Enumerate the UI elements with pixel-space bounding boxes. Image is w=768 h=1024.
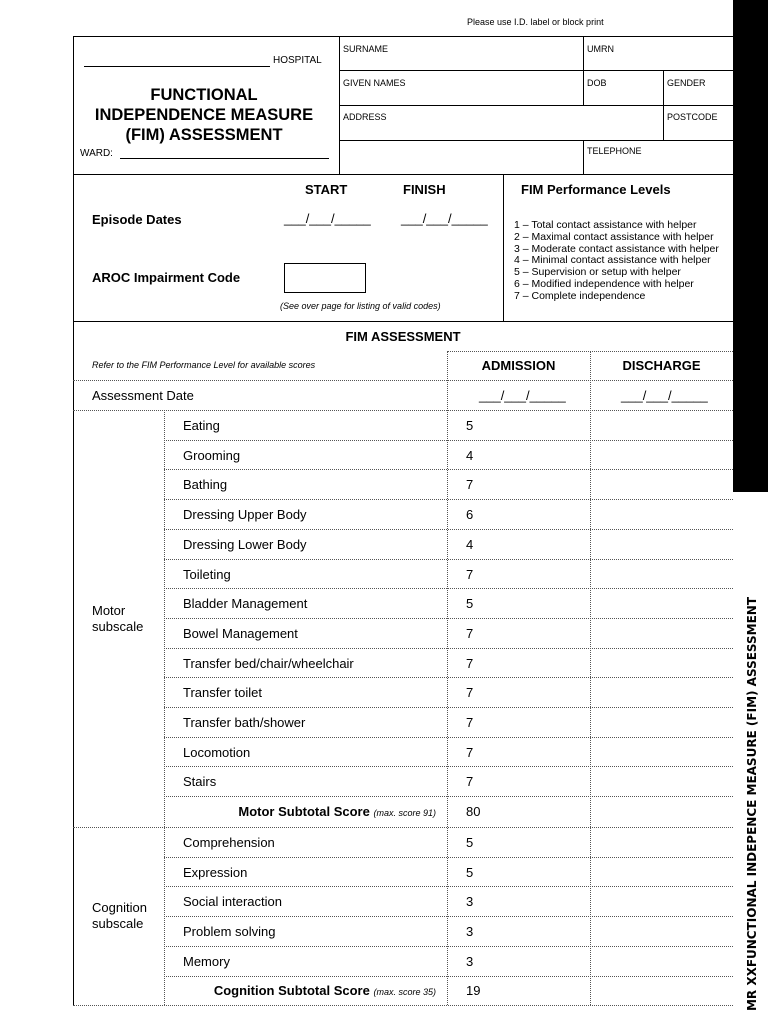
motor-admission-score[interactable]: 7 xyxy=(466,774,474,790)
motor-admission-score[interactable]: 7 xyxy=(466,566,474,582)
level-5: 5 – Supervision or setup with helper xyxy=(514,266,681,279)
admission-header: ADMISSION xyxy=(481,358,556,373)
discharge-header: DISCHARGE xyxy=(622,358,701,373)
motor-subscale-line-1: Motor xyxy=(92,603,126,618)
dob-field[interactable]: DOB xyxy=(587,78,607,88)
discharge-assessment-date[interactable]: ___/___/_____ xyxy=(621,388,708,403)
address-field[interactable]: ADDRESS xyxy=(343,112,387,122)
surname-field[interactable]: SURNAME xyxy=(343,44,389,54)
print-note: Please use I.D. label or block print xyxy=(467,17,604,27)
motor-admission-score[interactable]: 4 xyxy=(466,536,474,552)
start-header: START xyxy=(305,182,348,197)
motor-item-name: Transfer bath/shower xyxy=(183,715,306,730)
motor-admission-score[interactable]: 5 xyxy=(466,596,474,612)
cognition-subtotal-text: Cognition Subtotal Score xyxy=(213,983,370,998)
form-title-line-3: (FIM) ASSESSMENT xyxy=(125,126,283,144)
aroc-code-input[interactable] xyxy=(284,263,366,293)
refer-note: Refer to the FIM Performance Level for available scores xyxy=(92,360,316,370)
motor-subtotal-admission[interactable]: 80 xyxy=(466,804,481,819)
cognition-item-name: Problem solving xyxy=(183,924,276,940)
cognition-item-name: Expression xyxy=(183,864,248,880)
level-6: 6 – Modified independence with helper xyxy=(514,277,694,290)
assessment-date-label: Assessment Date xyxy=(92,388,194,403)
motor-admission-score[interactable]: 7 xyxy=(466,477,474,493)
motor-admission-score[interactable]: 4 xyxy=(466,447,474,463)
gender-field[interactable]: GENDER xyxy=(667,78,706,88)
motor-item-name: Bowel Management xyxy=(183,625,298,641)
cognition-admission-score[interactable]: 3 xyxy=(466,953,474,969)
vertical-form-title xyxy=(738,596,766,1012)
motor-admission-score[interactable]: 5 xyxy=(466,418,474,433)
motor-admission-score[interactable]: 6 xyxy=(466,507,474,523)
motor-admission-score[interactable]: 7 xyxy=(466,715,474,730)
form-title xyxy=(74,85,334,145)
umrn-field[interactable]: UMRN xyxy=(587,44,614,54)
motor-item-name: Eating xyxy=(183,418,220,433)
cognition-admission-score[interactable]: 5 xyxy=(466,835,474,850)
motor-subtotal-label xyxy=(238,804,436,819)
level-1: 1 – Total contact assistance with helper xyxy=(514,219,697,231)
level-3: 3 – Moderate contact assistance with helper xyxy=(514,242,719,255)
cognition-subscale-label xyxy=(92,900,147,932)
cognition-admission-score[interactable]: 3 xyxy=(466,894,474,910)
vertical-form-title-text: MR XXFUNCTIONAL INDEPENCE MEASURE (FIM) ASSESSMENT xyxy=(745,596,760,1012)
admission-assessment-date[interactable]: ___/___/_____ xyxy=(479,388,566,403)
motor-admission-score[interactable]: 7 xyxy=(466,685,474,701)
motor-admission-score[interactable]: 7 xyxy=(466,744,474,760)
cognition-admission-score[interactable]: 3 xyxy=(466,924,474,940)
given-names-field[interactable]: GIVEN NAMES xyxy=(343,78,406,88)
performance-levels-list xyxy=(514,220,719,303)
sidebar-black-bar xyxy=(733,0,768,492)
form-title-line-1: FUNCTIONAL xyxy=(150,86,258,104)
ward-label: WARD: xyxy=(80,148,113,159)
cognition-subtotal-max: (max. score 35) xyxy=(373,987,436,997)
episode-finish-date[interactable]: ___/___/_____ xyxy=(401,211,488,226)
cognition-subscale-line-2: subscale xyxy=(92,916,144,931)
hospital-label: HOSPITAL xyxy=(273,55,322,66)
motor-item-name: Bladder Management xyxy=(183,596,308,612)
cognition-item-name: Social interaction xyxy=(183,894,282,910)
motor-admission-score[interactable]: 7 xyxy=(466,625,474,641)
motor-subtotal-text: Motor Subtotal Score xyxy=(238,804,370,819)
form-title-line-2: INDEPENDENCE MEASURE xyxy=(94,106,314,124)
postcode-field[interactable]: POSTCODE xyxy=(667,112,718,122)
motor-item-name: Dressing Upper Body xyxy=(183,507,307,523)
episode-dates-label: Episode Dates xyxy=(92,212,182,227)
telephone-field[interactable]: TELEPHONE xyxy=(587,146,642,156)
aroc-label: AROC Impairment Code xyxy=(92,270,241,285)
level-4: 4 – Minimal contact assistance with helper xyxy=(514,254,711,267)
ward-field[interactable] xyxy=(120,158,329,159)
motor-admission-score[interactable]: 7 xyxy=(466,655,474,671)
performance-levels-title: FIM Performance Levels xyxy=(521,182,671,197)
level-2: 2 – Maximal contact assistance with helper xyxy=(514,230,714,243)
fim-assessment-title: FIM ASSESSMENT xyxy=(345,329,461,344)
level-7: 7 – Complete independence xyxy=(514,289,646,302)
motor-item-name: Toileting xyxy=(183,566,231,582)
cognition-subscale-line-1: Cognition xyxy=(92,900,147,915)
motor-item-name: Locomotion xyxy=(183,744,251,760)
cognition-subtotal-label xyxy=(214,983,436,998)
aroc-note: (See over page for listing of valid codes) xyxy=(280,301,441,311)
finish-header: FINISH xyxy=(403,182,446,197)
motor-item-name: Stairs xyxy=(183,774,217,790)
cognition-subtotal-admission[interactable]: 19 xyxy=(466,983,481,998)
cognition-admission-score[interactable]: 5 xyxy=(466,864,474,880)
motor-subscale-line-2: subscale xyxy=(92,619,144,634)
motor-item-name: Dressing Lower Body xyxy=(183,536,307,552)
cognition-item-name: Comprehension xyxy=(183,835,275,850)
motor-subscale-label xyxy=(92,603,143,635)
motor-subtotal-max: (max. score 91) xyxy=(373,808,436,818)
motor-item-name: Transfer bed/chair/wheelchair xyxy=(183,655,354,671)
motor-item-name: Bathing xyxy=(183,477,228,493)
episode-start-date[interactable]: ___/___/_____ xyxy=(284,211,371,226)
motor-item-name: Grooming xyxy=(183,447,241,463)
motor-item-name: Transfer toilet xyxy=(183,685,262,701)
cognition-item-name: Memory xyxy=(183,953,230,969)
